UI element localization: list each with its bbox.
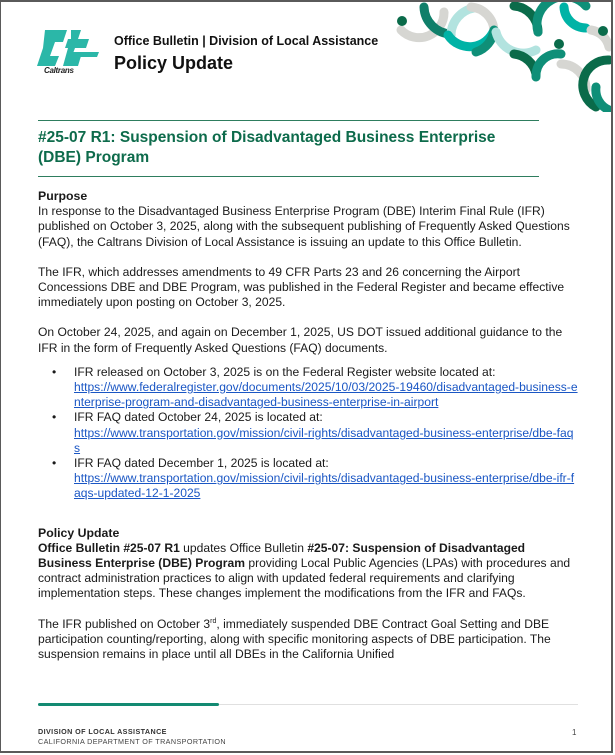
dbe-ifr-faqs-updated-link[interactable]: https://www.transportation.gov/mission/civil-rights/disadvantaged-business-enterprise/dbe-ifr-faqs-updated-12-1-2025 xyxy=(74,471,575,501)
page-number: 1 xyxy=(572,728,577,737)
federal-register-link[interactable]: https://www.federalregister.gov/documents/2025/10/03/2025-19460/disadvantaged-business-enterprise-program-and-disadvantaged-business-enterprise-in-airport xyxy=(74,380,578,410)
bulletin-type: Policy Update xyxy=(114,53,234,73)
policy-update-heading: Policy Update xyxy=(38,525,120,540)
link-description: IFR FAQ dated October 24, 2025 is located at: xyxy=(74,410,323,425)
list-item xyxy=(52,456,578,502)
title-divider-top xyxy=(38,120,539,121)
bulletin-ref-bold: Office Bulletin #25-07 R1 xyxy=(38,540,180,555)
document-body xyxy=(38,189,578,677)
list-item xyxy=(52,410,578,456)
list-item xyxy=(52,364,578,411)
purpose-paragraph-1: In response to the Disadvantaged Business Enterprise Program (DBE) Interim Final Rule (IFR) published on October 3, 2025, along with the subsequent publishing of Frequently Asked Questions (FAQ), the Caltrans Division of Local Assistance is issuing an update to this Office Bulletin. xyxy=(38,204,570,249)
bullet-icon: • xyxy=(52,410,57,425)
text-span: The IFR published on October 3 xyxy=(38,616,211,631)
text-span: , immediately suspended DBE Contract Goal Setting and DBE participation counting/reporting, along with specific monitoring aspects of DBE participation. The suspension remains in place until all DBEs in the California Unified xyxy=(38,616,551,662)
caltrans-logo-text: Caltrans xyxy=(44,66,74,75)
reference-links-list xyxy=(38,365,578,502)
footer-division: DIVISION OF LOCAL ASSISTANCE xyxy=(38,727,167,736)
bulletin-title: #25-07 R1: Suspension of Disadvantaged Business Enterprise (DBE) Program xyxy=(38,129,496,166)
dbe-faqs-link[interactable]: https://www.transportation.gov/mission/civil-rights/disadvantaged-business-enterprise/dbe-faqs xyxy=(74,425,574,455)
policy-update-paragraph-2 xyxy=(38,617,578,663)
text-span: updates Office Bulletin xyxy=(179,540,308,555)
bullet-icon: • xyxy=(52,364,57,379)
decorative-rings-graphic xyxy=(396,2,611,112)
ordinal-suffix: rd xyxy=(210,617,217,625)
purpose-paragraph-2: The IFR, which addresses amendments to 49 CFR Parts 23 and 26 concerning the Airport Concessions DBE and DBE Program, was published in the Federal Register and became effective immediately upon posting on October 3, 2025. xyxy=(38,264,565,310)
bulletin-header: Office Bulletin | Division of Local Assistance xyxy=(114,34,379,48)
original-bulletin-ref-bold: #25-07: Suspension of Disadvantaged Business Enterprise (DBE) Program xyxy=(38,540,526,571)
link-description: IFR FAQ dated December 1, 2025 is located at: xyxy=(74,456,329,471)
bullet-icon: • xyxy=(52,456,57,471)
purpose-heading: Purpose xyxy=(38,189,88,203)
policy-update-paragraph-1 xyxy=(38,541,578,602)
footer-accent-bar xyxy=(38,703,219,706)
footer-department: CALIFORNIA DEPARTMENT OF TRANSPORTATION xyxy=(38,737,226,746)
text-span: providing Local Public Agencies (LPAs) with procedures and contract administration practices to align with updated federal requirements and clarifying implementation steps. These changes implement the modifications from the IFR and FAQs. xyxy=(38,556,571,601)
title-divider-bottom xyxy=(38,176,539,177)
purpose-paragraph-3: On October 24, 2025, and again on December 1, 2025, US DOT issued additional guidance to the IFR in the form of Frequently Asked Questions (FAQ) documents. xyxy=(38,325,563,355)
link-description: IFR released on October 3, 2025 is on the Federal Register website located at: xyxy=(74,364,496,379)
